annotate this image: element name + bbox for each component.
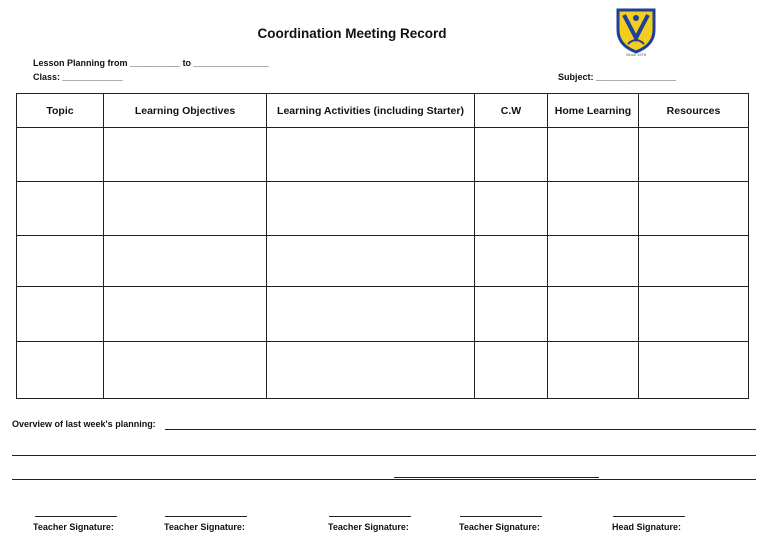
table-cell[interactable] — [548, 182, 639, 236]
table-cell[interactable] — [639, 128, 749, 182]
table-cell[interactable] — [475, 182, 548, 236]
table-cell[interactable] — [548, 287, 639, 342]
teacher-signature-label: Teacher Signature: — [459, 522, 540, 532]
class-field[interactable]: Class: ____________ — [33, 72, 123, 82]
table-cell[interactable] — [17, 342, 104, 399]
teacher-signature-label: Teacher Signature: — [33, 522, 114, 532]
table-cell[interactable] — [548, 342, 639, 399]
table-cell[interactable] — [104, 182, 267, 236]
table-cell[interactable] — [475, 236, 548, 287]
logo-caption: Since 1976 — [625, 52, 646, 57]
column-header-learning-objectives: Learning Objectives — [104, 94, 267, 128]
table-row — [17, 236, 749, 287]
table-cell[interactable] — [17, 236, 104, 287]
school-crest-icon — [612, 6, 660, 58]
head-signature-label: Head Signature: — [612, 522, 682, 532]
column-header-topic: Topic — [17, 94, 104, 128]
overview-line[interactable] — [12, 479, 756, 480]
table-cell[interactable] — [475, 128, 548, 182]
column-header-cw: C.W — [475, 94, 548, 128]
table-cell[interactable] — [548, 236, 639, 287]
column-header-home-learning: Home Learning — [548, 94, 639, 128]
column-header-learning-activities: Learning Activities (including Starter) — [267, 94, 475, 128]
table-cell[interactable] — [267, 182, 475, 236]
table-cell[interactable] — [267, 342, 475, 399]
overview-line[interactable] — [165, 429, 756, 430]
divider — [394, 477, 599, 478]
table-cell[interactable] — [267, 128, 475, 182]
table-cell[interactable] — [267, 236, 475, 287]
page-title: Coordination Meeting Record — [257, 26, 447, 41]
column-header-resources: Resources — [639, 94, 749, 128]
table-cell[interactable] — [104, 128, 267, 182]
overview-label: Overview of last week's planning: — [12, 419, 156, 429]
table-header-row — [17, 94, 749, 128]
table-cell[interactable] — [639, 287, 749, 342]
signature-line[interactable] — [35, 516, 117, 517]
table-cell[interactable] — [17, 128, 104, 182]
table-cell[interactable] — [104, 287, 267, 342]
teacher-signature-label: Teacher Signature: — [164, 522, 245, 532]
signature-line[interactable] — [165, 516, 247, 517]
signature-line[interactable] — [613, 516, 685, 517]
signature-line[interactable] — [329, 516, 411, 517]
table-cell[interactable] — [475, 287, 548, 342]
subject-field[interactable]: Subject: ________________ — [558, 72, 677, 82]
table-cell[interactable] — [17, 287, 104, 342]
table-row — [17, 182, 749, 236]
table-cell[interactable] — [475, 342, 548, 399]
table-cell[interactable] — [104, 342, 267, 399]
table-cell[interactable] — [639, 342, 749, 399]
table-cell[interactable] — [548, 128, 639, 182]
table-cell[interactable] — [639, 182, 749, 236]
table-row — [17, 342, 749, 399]
table-row — [17, 287, 749, 342]
table-cell[interactable] — [104, 236, 267, 287]
lesson-planning-field[interactable]: Lesson Planning from __________ to _______________ — [33, 58, 269, 68]
teacher-signature-label: Teacher Signature: — [328, 522, 409, 532]
table-cell[interactable] — [267, 287, 475, 342]
overview-line[interactable] — [12, 455, 756, 456]
table-cell[interactable] — [17, 182, 104, 236]
table-cell[interactable] — [639, 236, 749, 287]
planning-table — [16, 93, 749, 399]
signature-line[interactable] — [460, 516, 542, 517]
table-row — [17, 128, 749, 182]
